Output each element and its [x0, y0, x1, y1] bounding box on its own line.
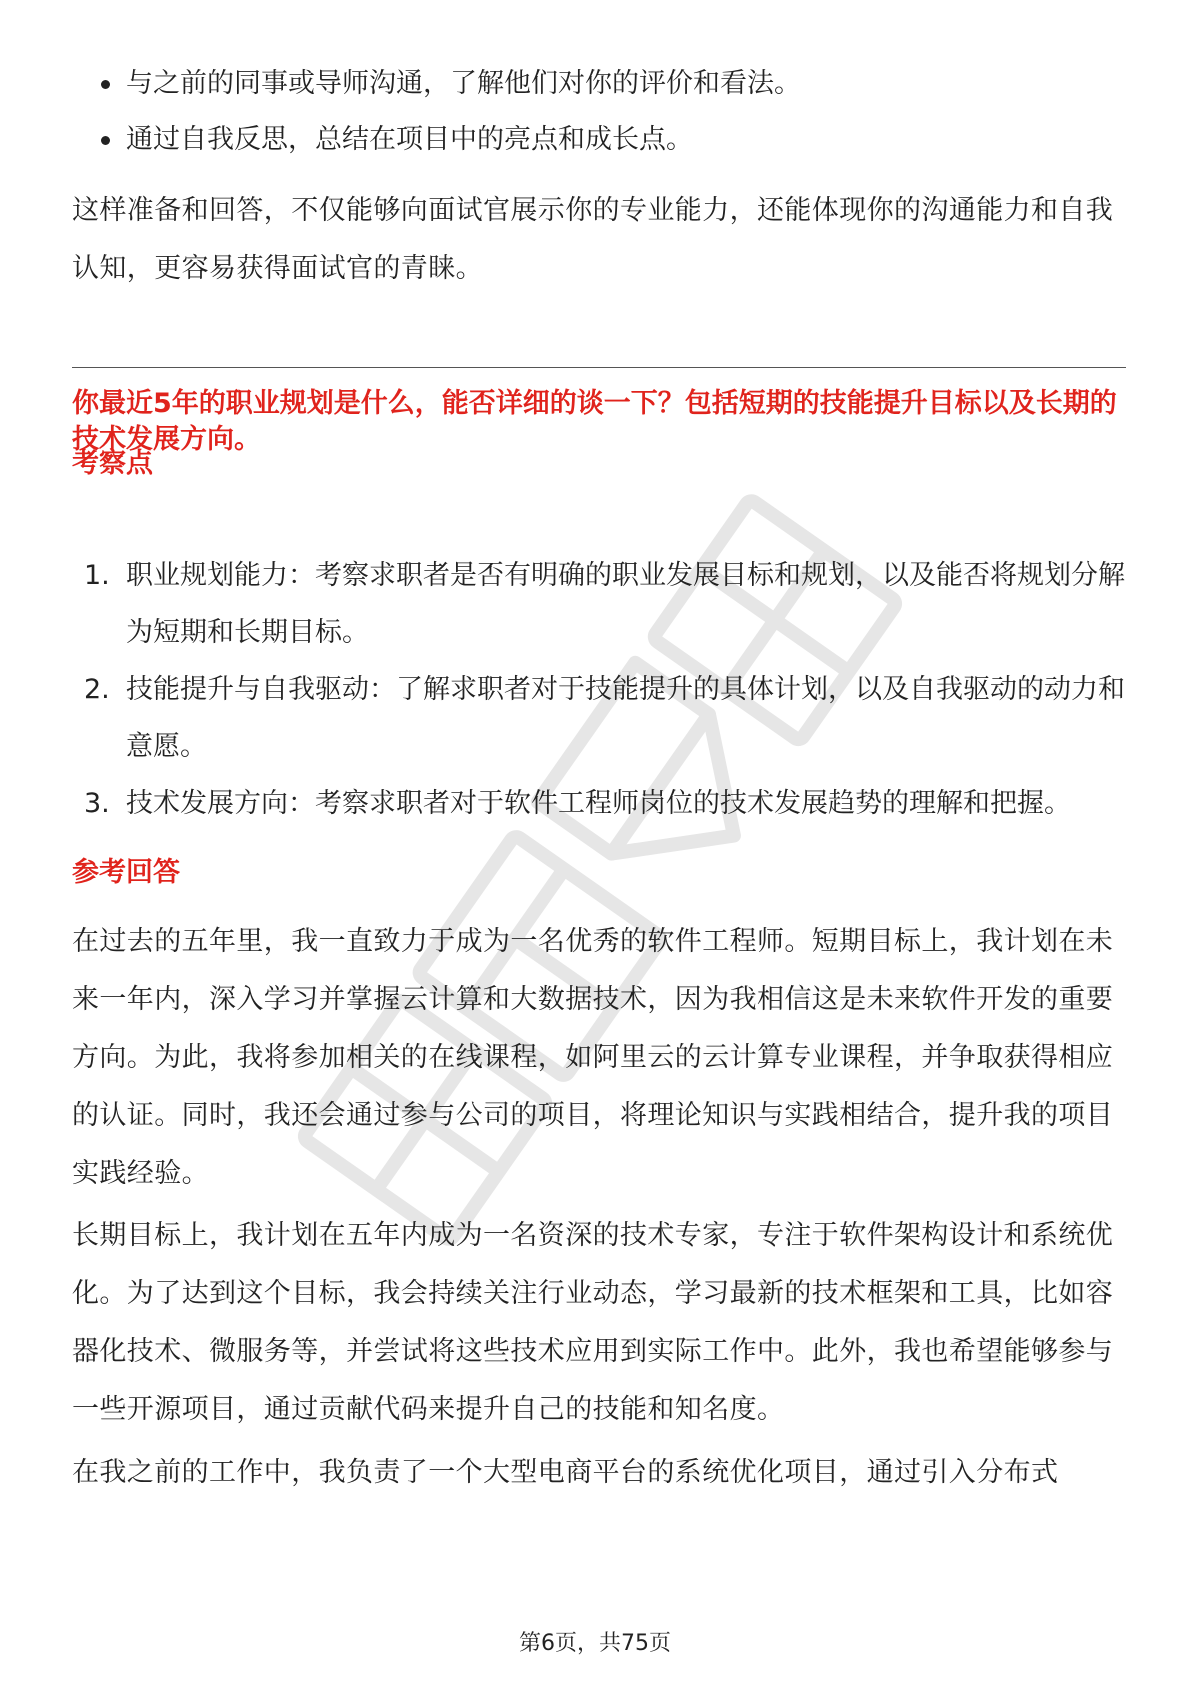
- page-footer: 第6页，共75页: [519, 1631, 671, 1656]
- list-item: [72, 112, 1122, 168]
- bullet-icon: [101, 80, 110, 89]
- examine-points-list: [72, 547, 1127, 832]
- item-number: 3.: [84, 788, 110, 819]
- answer-paragraph: 在过去的五年里，我一直致力于成为一名优秀的软件工程师。短期目标上，我计划在未来一年内，深入学习并掌握云计算和大数据技术，因为我相信这是未来软件开发的重要方向。为此，我将参加相关的在线课程，如阿里云的云计算专业课程，并争取获得相应的认证。同时，我还会通过参与公司的项目，将理论知识与实践相结合，提升我的项目实践经验。: [72, 926, 1114, 1189]
- item-number: 1.: [84, 560, 110, 591]
- item-text: 技术发展方向：考察求职者对于软件工程师岗位的技术发展趋势的理解和把握。: [126, 788, 1071, 819]
- question-heading: 你最近5年的职业规划是什么，能否详细的谈一下？包括短期的技能提升目标以及长期的技术发展方向。: [72, 388, 1117, 455]
- list-item: [72, 661, 1127, 775]
- bullet-text: 通过自我反思，总结在项目中的亮点和成长点。: [126, 124, 693, 155]
- examine-points-title: 考察点: [72, 448, 153, 479]
- list-item: [72, 547, 1127, 661]
- bullet-icon: [101, 136, 110, 145]
- summary-paragraph: 这样准备和回答，不仅能够向面试官展示你的专业能力，还能体现你的沟通能力和自我认知，更容易获得面试官的青睐。: [72, 195, 1114, 284]
- item-number: 2.: [84, 674, 110, 705]
- answer-paragraph: 在我之前的工作中，我负责了一个大型电商平台的系统优化项目，通过引入分布式: [72, 1457, 1059, 1488]
- reference-answer-title: 参考回答: [72, 857, 180, 888]
- list-item: [72, 56, 1122, 112]
- list-item: [72, 775, 1127, 832]
- bullet-list: [72, 56, 1122, 168]
- section-divider: [72, 367, 1126, 368]
- answer-paragraph: 长期目标上，我计划在五年内成为一名资深的技术专家，专注于软件架构设计和系统优化。为了达到这个目标，我会持续关注行业动态，学习最新的技术框架和工具，比如容器化技术、微服务等，并尝试将这些技术应用到实际工作中。此外，我也希望能够参与一些开源项目，通过贡献代码来提升自己的技能和知名度。: [72, 1220, 1114, 1425]
- item-text: 技能提升与自我驱动：了解求职者对于技能提升的具体计划，以及自我驱动的动力和意愿。: [126, 674, 1125, 762]
- bullet-text: 与之前的同事或导师沟通，了解他们对你的评价和看法。: [126, 68, 801, 99]
- item-text: 职业规划能力：考察求职者是否有明确的职业发展目标和规划，以及能否将规划分解为短期和长期目标。: [126, 560, 1125, 648]
